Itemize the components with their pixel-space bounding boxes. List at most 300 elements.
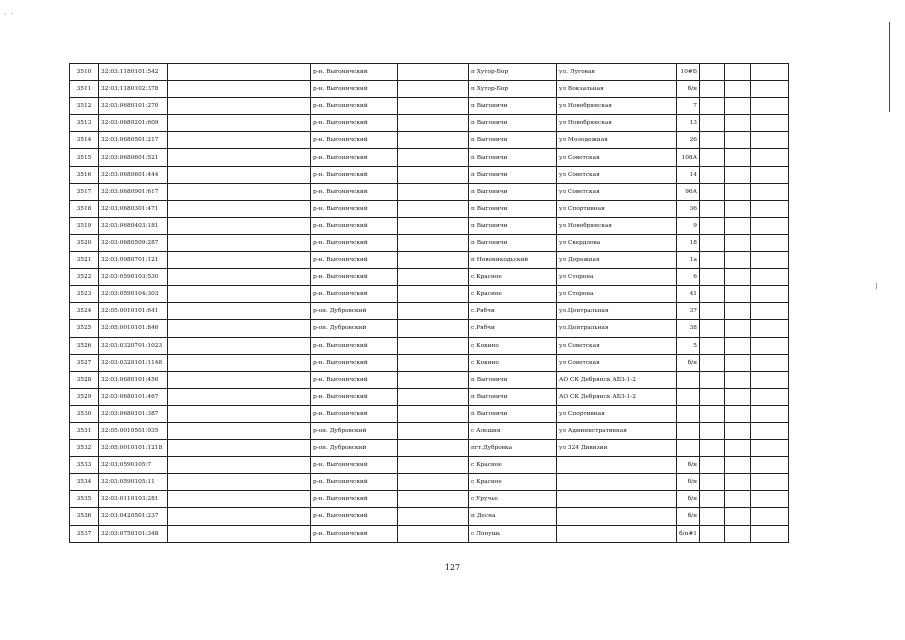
empty-cell [700, 64, 725, 81]
street-cell: ул Молодежная [557, 132, 677, 149]
cadastral-number-cell: 32:05:0010501:935 [99, 422, 168, 439]
cadastral-number-cell: 32:03:0680101:387 [99, 405, 168, 422]
empty-cell [700, 286, 725, 303]
settlement-cell: п Выгоничи [469, 200, 557, 217]
settlement-cell: п Десна [469, 508, 557, 525]
empty-cell [725, 491, 751, 508]
table-row [70, 64, 789, 81]
cadastral-number-cell: 32:03:0680601:444 [99, 166, 168, 183]
registry-table-body [70, 64, 789, 543]
row-number-cell: 3536 [70, 508, 99, 525]
street-cell: ул Сторона [557, 286, 677, 303]
cadastral-number-cell: 32:03:0680101:456 [99, 371, 168, 388]
empty-cell [168, 303, 311, 320]
cadastral-number-cell: 32:03:0420501:237 [99, 508, 168, 525]
table-row [70, 149, 789, 166]
empty-cell [398, 508, 469, 525]
district-cell: р-н. Выгоничский [311, 269, 398, 286]
empty-cell [725, 474, 751, 491]
street-cell: ул Сторона [557, 269, 677, 286]
district-cell: р-н. Выгоничский [311, 337, 398, 354]
house-number-cell [677, 371, 700, 388]
table-row [70, 354, 789, 371]
settlement-cell: п Выгоничи [469, 183, 557, 200]
empty-cell [398, 200, 469, 217]
table-row [70, 337, 789, 354]
empty-cell [168, 286, 311, 303]
house-number-cell: 10#Б [677, 64, 700, 81]
street-cell [557, 525, 677, 542]
empty-cell [398, 234, 469, 251]
empty-cell [700, 440, 725, 457]
cadastral-number-cell: 32:03:0680201:609 [99, 115, 168, 132]
empty-cell [751, 234, 789, 251]
street-cell: ул Дорожная [557, 252, 677, 269]
district-cell: р-н. Выгоничский [311, 64, 398, 81]
district-cell: р-н. Выгоничский [311, 183, 398, 200]
empty-cell [725, 183, 751, 200]
district-cell: р-он. Дубровский [311, 303, 398, 320]
street-cell: ул Советская [557, 183, 677, 200]
empty-cell [168, 508, 311, 525]
cadastral-number-cell: 32:03:0680501:217 [99, 132, 168, 149]
street-cell: ул Советская [557, 149, 677, 166]
district-cell: р-н. Выгоничский [311, 115, 398, 132]
empty-cell [168, 337, 311, 354]
empty-cell [398, 303, 469, 320]
table-row [70, 98, 789, 115]
district-cell: р-н. Выгоничский [311, 234, 398, 251]
table-row [70, 491, 789, 508]
row-number-cell: 3531 [70, 422, 99, 439]
empty-cell [751, 217, 789, 234]
empty-cell [700, 217, 725, 234]
empty-cell [725, 217, 751, 234]
street-cell [557, 474, 677, 491]
cadastral-number-cell: 32:03:0980701:121 [99, 252, 168, 269]
street-cell: ул.Центральная [557, 320, 677, 337]
table-row [70, 132, 789, 149]
house-number-cell [677, 422, 700, 439]
empty-cell [700, 81, 725, 98]
cadastral-number-cell: 32:03:0680301:471 [99, 200, 168, 217]
row-number-cell: 3533 [70, 457, 99, 474]
table-row [70, 440, 789, 457]
table-row [70, 200, 789, 217]
empty-cell [168, 388, 311, 405]
house-number-cell: б/н#1 [677, 525, 700, 542]
empty-cell [700, 149, 725, 166]
empty-cell [700, 405, 725, 422]
table-row [70, 166, 789, 183]
empty-cell [700, 337, 725, 354]
empty-cell [398, 286, 469, 303]
settlement-cell: п Выгоничи [469, 388, 557, 405]
table-row [70, 405, 789, 422]
empty-cell [725, 303, 751, 320]
empty-cell [725, 457, 751, 474]
house-number-cell: б/н [677, 81, 700, 98]
district-cell: р-н. Выгоничский [311, 252, 398, 269]
row-number-cell: 3532 [70, 440, 99, 457]
empty-cell [398, 166, 469, 183]
empty-cell [700, 474, 725, 491]
settlement-cell: с Кокино [469, 337, 557, 354]
empty-cell [700, 269, 725, 286]
district-cell: р-н. Выгоничский [311, 405, 398, 422]
district-cell: р-н. Выгоничский [311, 200, 398, 217]
house-number-cell: 96А [677, 183, 700, 200]
house-number-cell: 26 [677, 132, 700, 149]
empty-cell [168, 234, 311, 251]
house-number-cell: 14 [677, 166, 700, 183]
cadastral-number-cell: 32:03:0750101:348 [99, 525, 168, 542]
house-number-cell [677, 405, 700, 422]
empty-cell [700, 422, 725, 439]
cadastral-number-cell: 32:03:0110103:281 [99, 491, 168, 508]
settlement-cell: с Красное [469, 457, 557, 474]
cadastral-number-cell: 32:03:0590105:7 [99, 457, 168, 474]
cadastral-number-cell: 32:05:0010101:641 [99, 303, 168, 320]
settlement-cell: п Выгоничи [469, 149, 557, 166]
house-number-cell: 7 [677, 98, 700, 115]
empty-cell [398, 440, 469, 457]
empty-cell [168, 269, 311, 286]
settlement-cell: п Выгоничи [469, 371, 557, 388]
empty-cell [751, 132, 789, 149]
table-row [70, 269, 789, 286]
empty-cell [398, 217, 469, 234]
registry-table [69, 63, 789, 543]
empty-cell [398, 252, 469, 269]
street-cell: ул.Центральная [557, 303, 677, 320]
empty-cell [725, 98, 751, 115]
street-cell: ул Советская [557, 337, 677, 354]
empty-cell [751, 269, 789, 286]
empty-cell [398, 405, 469, 422]
row-number-cell: 3520 [70, 234, 99, 251]
house-number-cell: б/н [677, 491, 700, 508]
empty-cell [725, 337, 751, 354]
empty-cell [398, 371, 469, 388]
empty-cell [751, 388, 789, 405]
empty-cell [751, 166, 789, 183]
row-number-cell: 3510 [70, 64, 99, 81]
empty-cell [168, 491, 311, 508]
row-number-cell: 3528 [70, 371, 99, 388]
row-number-cell: 3523 [70, 286, 99, 303]
row-number-cell: 3529 [70, 388, 99, 405]
settlement-cell: с Красное [469, 474, 557, 491]
empty-cell [398, 525, 469, 542]
empty-cell [751, 474, 789, 491]
street-cell: ул Спортивная [557, 200, 677, 217]
row-number-cell: 3534 [70, 474, 99, 491]
cadastral-number-cell: 32:03:0320101:1148 [99, 354, 168, 371]
settlement-cell: с Уручье [469, 491, 557, 508]
empty-cell [168, 371, 311, 388]
row-number-cell: 3516 [70, 166, 99, 183]
district-cell: р-н. Выгоничский [311, 217, 398, 234]
settlement-cell: п Выгоничи [469, 234, 557, 251]
empty-cell [168, 166, 311, 183]
table-row [70, 115, 789, 132]
empty-cell [751, 98, 789, 115]
empty-cell [725, 269, 751, 286]
settlement-cell: п Новоникодьский [469, 252, 557, 269]
street-cell: ул. Луговая [557, 64, 677, 81]
table-row [70, 320, 789, 337]
empty-cell [398, 457, 469, 474]
house-number-cell: 37 [677, 303, 700, 320]
empty-cell [168, 81, 311, 98]
house-number-cell [677, 440, 700, 457]
empty-cell [700, 132, 725, 149]
street-cell: ул Новобрянская [557, 115, 677, 132]
empty-cell [725, 371, 751, 388]
house-number-cell: 5 [677, 337, 700, 354]
house-number-cell: б/н [677, 457, 700, 474]
cadastral-number-cell: 32:03:0590103:530 [99, 269, 168, 286]
settlement-cell: п Выгоничи [469, 166, 557, 183]
empty-cell [700, 388, 725, 405]
empty-cell [168, 98, 311, 115]
page-number: 127 [444, 563, 461, 572]
empty-cell [725, 508, 751, 525]
empty-cell [398, 132, 469, 149]
empty-cell [700, 320, 725, 337]
empty-cell [725, 286, 751, 303]
house-number-cell: 36 [677, 200, 700, 217]
street-cell: ул Административная [557, 422, 677, 439]
cadastral-number-cell: 32:05:0010101:1218 [99, 440, 168, 457]
empty-cell [751, 525, 789, 542]
district-cell: р-он. Дубровский [311, 422, 398, 439]
empty-cell [725, 81, 751, 98]
empty-cell [398, 474, 469, 491]
empty-cell [168, 405, 311, 422]
table-row [70, 183, 789, 200]
empty-cell [398, 422, 469, 439]
empty-cell [168, 474, 311, 491]
table-row [70, 422, 789, 439]
empty-cell [168, 457, 311, 474]
district-cell: р-н. Выгоничский [311, 166, 398, 183]
table-row [70, 286, 789, 303]
cadastral-number-cell: 32:03:1180102:378 [99, 81, 168, 98]
street-cell: ул 324 Дивизии [557, 440, 677, 457]
settlement-cell: с Кокино [469, 354, 557, 371]
cadastral-number-cell: 32:03:1180101:542 [99, 64, 168, 81]
empty-cell [168, 132, 311, 149]
street-cell: АО СК Дебрянск АБЗ-1-2 [557, 371, 677, 388]
table-row [70, 303, 789, 320]
settlement-cell: с Красное [469, 286, 557, 303]
empty-cell [700, 371, 725, 388]
row-number-cell: 3512 [70, 98, 99, 115]
street-cell: ул Спортивная [557, 405, 677, 422]
empty-cell [725, 422, 751, 439]
empty-cell [168, 252, 311, 269]
row-number-cell: 3513 [70, 115, 99, 132]
empty-cell [398, 388, 469, 405]
district-cell: р-н. Выгоничский [311, 354, 398, 371]
settlement-cell: п Выгоничи [469, 132, 557, 149]
settlement-cell: с Лопушь [469, 525, 557, 542]
empty-cell [751, 320, 789, 337]
empty-cell [700, 457, 725, 474]
house-number-cell: б/н [677, 354, 700, 371]
empty-cell [751, 64, 789, 81]
district-cell: р-н. Выгоничский [311, 98, 398, 115]
cadastral-number-cell: 32:03:0680403:181 [99, 217, 168, 234]
row-number-cell: 3526 [70, 337, 99, 354]
empty-cell [700, 115, 725, 132]
settlement-cell: п Хутор-Бор [469, 64, 557, 81]
empty-cell [168, 422, 311, 439]
row-number-cell: 3515 [70, 149, 99, 166]
empty-cell [700, 303, 725, 320]
empty-cell [725, 354, 751, 371]
empty-cell [700, 252, 725, 269]
table-row [70, 388, 789, 405]
table-row [70, 508, 789, 525]
empty-cell [751, 115, 789, 132]
empty-cell [168, 183, 311, 200]
empty-cell [725, 115, 751, 132]
settlement-cell: с.Рябчи [469, 320, 557, 337]
table-row [70, 217, 789, 234]
empty-cell [700, 234, 725, 251]
district-cell: р-н. Выгоничский [311, 525, 398, 542]
street-cell: ул Советская [557, 354, 677, 371]
empty-cell [725, 320, 751, 337]
empty-cell [725, 132, 751, 149]
street-cell [557, 508, 677, 525]
empty-cell [700, 508, 725, 525]
street-cell: ул Советская [557, 166, 677, 183]
table-row [70, 474, 789, 491]
settlement-cell: пгт.Дубровка [469, 440, 557, 457]
empty-cell [398, 354, 469, 371]
row-number-cell: 3525 [70, 320, 99, 337]
house-number-cell: 41 [677, 286, 700, 303]
settlement-cell: с Алешня [469, 422, 557, 439]
district-cell: р-н. Выгоничский [311, 457, 398, 474]
empty-cell [168, 64, 311, 81]
settlement-cell: п Выгоничи [469, 405, 557, 422]
empty-cell [751, 149, 789, 166]
table-row [70, 252, 789, 269]
empty-cell [398, 320, 469, 337]
empty-cell [751, 354, 789, 371]
empty-cell [725, 200, 751, 217]
empty-cell [751, 337, 789, 354]
row-number-cell: 3519 [70, 217, 99, 234]
row-number-cell: 3517 [70, 183, 99, 200]
cadastral-number-cell: 32:03:0680101:270 [99, 98, 168, 115]
district-cell: р-он. Дубровский [311, 320, 398, 337]
table-row [70, 371, 789, 388]
settlement-cell: с Красное [469, 269, 557, 286]
empty-cell [168, 115, 311, 132]
empty-cell [700, 525, 725, 542]
street-cell [557, 457, 677, 474]
row-number-cell: 3537 [70, 525, 99, 542]
empty-cell [398, 491, 469, 508]
empty-cell [700, 183, 725, 200]
page-edge-tick [876, 283, 877, 289]
empty-cell [751, 440, 789, 457]
table-row [70, 525, 789, 542]
empty-cell [751, 81, 789, 98]
cadastral-number-cell: 32:03:0680509:287 [99, 234, 168, 251]
district-cell: р-н. Выгоничский [311, 508, 398, 525]
settlement-cell: п Выгоничи [469, 115, 557, 132]
street-cell: ул Новобрянская [557, 98, 677, 115]
empty-cell [725, 440, 751, 457]
empty-cell [725, 149, 751, 166]
district-cell: р-н. Выгоничский [311, 149, 398, 166]
street-cell: АО СК Дебрянск АБЗ-1-2 [557, 388, 677, 405]
house-number-cell: 9 [677, 217, 700, 234]
cadastral-number-cell: 32:03:0590105:11 [99, 474, 168, 491]
empty-cell [398, 337, 469, 354]
empty-cell [751, 422, 789, 439]
house-number-cell: 18 [677, 234, 700, 251]
house-number-cell: 13 [677, 115, 700, 132]
house-number-cell: 1а [677, 252, 700, 269]
empty-cell [751, 252, 789, 269]
district-cell: р-он. Дубровский [311, 440, 398, 457]
empty-cell [398, 149, 469, 166]
district-cell: р-н. Выгоничский [311, 388, 398, 405]
empty-cell [700, 491, 725, 508]
empty-cell [168, 217, 311, 234]
empty-cell [725, 525, 751, 542]
empty-cell [168, 525, 311, 542]
empty-cell [751, 371, 789, 388]
empty-cell [398, 115, 469, 132]
cadastral-number-cell: 32:03:0590104:303 [99, 286, 168, 303]
empty-cell [725, 252, 751, 269]
house-number-cell: б/н [677, 508, 700, 525]
cadastral-number-cell: 32:03:0680901:617 [99, 183, 168, 200]
empty-cell [725, 64, 751, 81]
corner-marks: · · [4, 10, 14, 18]
empty-cell [168, 440, 311, 457]
empty-cell [700, 354, 725, 371]
empty-cell [751, 508, 789, 525]
house-number-cell: 38 [677, 320, 700, 337]
empty-cell [725, 234, 751, 251]
page-edge-mark [889, 22, 890, 112]
row-number-cell: 3521 [70, 252, 99, 269]
house-number-cell: 6 [677, 269, 700, 286]
empty-cell [751, 405, 789, 422]
settlement-cell: п Выгоничи [469, 98, 557, 115]
empty-cell [725, 166, 751, 183]
empty-cell [168, 200, 311, 217]
cadastral-number-cell: 32:03:0680101:467 [99, 388, 168, 405]
settlement-cell: п Выгоничи [469, 217, 557, 234]
empty-cell [168, 149, 311, 166]
district-cell: р-н. Выгоничский [311, 371, 398, 388]
district-cell: р-н. Выгоничский [311, 132, 398, 149]
district-cell: р-н. Выгоничский [311, 474, 398, 491]
empty-cell [751, 303, 789, 320]
empty-cell [725, 405, 751, 422]
